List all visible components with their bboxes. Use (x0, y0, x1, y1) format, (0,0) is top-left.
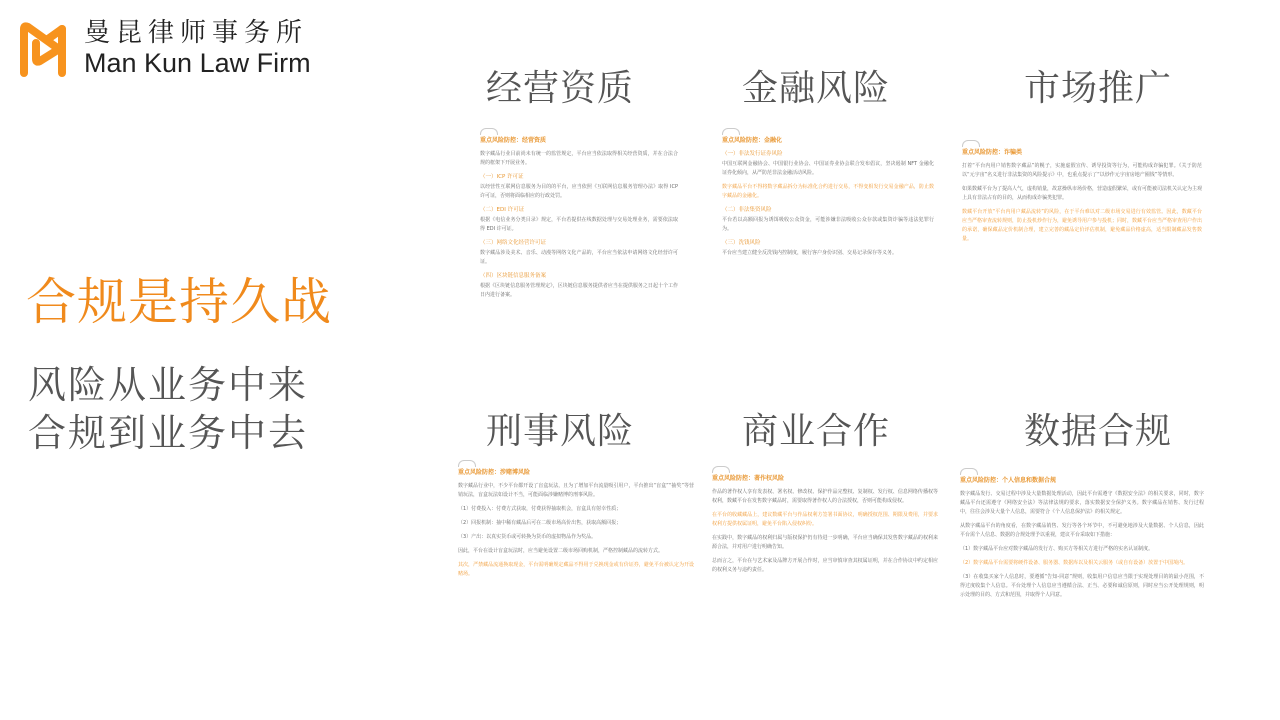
document-thumbnail-marketing: 重点风险防控：诈骗类 打着“平台内用户销售数字藏品”的幌子，实施虚假宣传、诱导投资等行为，可能构成诈骗犯罪。《关于防范以“元宇宙”名义进行非法集资的风险提示》中，也重点提示了“以炒作元宇宙房地产圈钱”等情形。 如果数藏平台为了提高人气，虚构销量，故意操纵市场价格，营造虚假繁荣，或有可能被司法机关认定为主观上具有非法占有的目的，从而构成诈骗类犯罪。 数藏平台开放“平台内用户藏品流转”的风险，在于平台难以对二级市场交易进行有效监管。因此，数藏平台应当严格审查流转规则，防止投机炒作行为，避免诱导用户参与投机；同时，数藏平台应当严格审查用户作出的承诺，确保藏品定价机制合理，建立完善的藏品定价评估机制，避免藏品价格虚高，适当限制藏品发售数量。 (962, 140, 1202, 249)
category-title-business-cooperation: 商业合作 (742, 411, 891, 452)
category-title-data-compliance: 数据合规 (1024, 411, 1173, 452)
slogan-line-1: 风险从业务中来 (28, 363, 309, 407)
cloud-decoration-icon (712, 466, 730, 473)
cloud-decoration-icon (962, 140, 980, 147)
category-title-business-qualification: 经营资质 (486, 68, 635, 109)
brand-logo (18, 20, 311, 77)
document-thumbnail-business-cooperation: 重点风险防控：著作权风险 作品的著作权人享有发表权、署名权、修改权、保护作品完整权、复制权、发行权、信息网络传播权等权利，数藏平台在发售数字藏品时，需要取得著作权人的合法授权，否则可能构成侵权。 在平台的收藏藏品上，建议数藏平台与作品权利方签署书面协议，明确授权范围、期限及费用，并要求权利方提供权属证明，避免平台陷入侵权纠纷。 在实践中，数字藏品的权利归属与版权保护仍有待进一步明确，平台应当确保其发售数字藏品的权利来源合法，并对用户进行明确告知。 总而言之，平台在与艺术家及品牌方开展合作时，应当审慎审查其权属证明，并在合作协议中约定相应的权利义务与违约责任。 (712, 466, 938, 580)
category-title-marketing: 市场推广 (1024, 68, 1173, 109)
cloud-decoration-icon (458, 460, 476, 467)
document-thumbnail-business-qualification: 重点风险防控：经营资质 数字藏品行业目前尚未有统一的监管规定，平台应当依法取得相关经营资质，并在合法合规的框架下开展业务。 （一）ICP 许可证 以经营性互联网信息服务为目的的平台，应当依照《互联网信息服务管理办法》取得 ICP 许可证，否则将面临相应的行政处罚。 （二）EDI 许可证 根据《电信业务分类目录》规定，平台若提供在线数据处理与交易处理业务，需要依法取得 EDI 许可证。 （三）网络文化经营许可证 数字藏品涉及美术、音乐、动漫等网络文化产品的，平台应当依法申请网络文化经营许可证。 （四）区块链信息服务备案 根据《区块链信息服务管理规定》，区块链信息服务提供者应当在提供服务之日起十个工作日内进行备案。 (480, 128, 678, 305)
brand-name-cn: 曼昆律师事务所 (84, 18, 309, 48)
document-thumbnail-financial-risk: 重点风险防控：金融化 （一）非法发行证券风险 中国互联网金融协会、中国银行业协会、中国证券业协会联合发布倡议，坚决遏制 NFT 金融化证券化倾向，从严防范非法金融活动风险。 数字藏品平台不得将数字藏品拆分为标准化合约进行交易，不得变相发行交易金融产品，防止数字藏品的金融化。 （二）非法集资风险 平台若以高额回报为诱饵吸收公众资金，可能涉嫌非法吸收公众存款或集资诈骗等违法犯罪行为。 （三）洗钱风险 平台应当建立健全反洗钱内控制度，履行客户身份识别、交易记录保存等义务。 (722, 128, 934, 263)
cloud-decoration-icon (480, 128, 498, 135)
slogan-line-2: 合规到业务中去 (28, 411, 309, 455)
mankun-m-logo-icon (18, 21, 68, 77)
brand-name-en: Man Kun Law Firm (84, 48, 311, 78)
document-thumbnail-criminal-risk: 重点风险防控：涉赌博风险 数字藏品行业中，不少平台都开设了盲盒玩法，且为了增加平台流量吸引用户，平台推出“盲盒”“抽奖”等营销玩法，盲盒玩法如设计不当，可能面临涉嫌赌博的刑事风险。 （1）付费投入：付费方式获取，付费获得抽取机会，盲盒具有射幸性质； （2）回报机制：抽中稀有藏品后可在二级市场高价出售，获取高额回报； （3）产出：以真实货币或可转换为货币的虚拟物品作为奖品。 因此，平台在设计盲盒玩法时，应当避免设置二级市场回购机制，严格控制藏品的流转方式。 其次，严禁藏品流通换取现金，平台需明确规定藏品不得用于兑换现金或有价证券，避免平台被认定为开设赌场。 (458, 460, 694, 584)
cloud-decoration-icon (722, 128, 740, 135)
cloud-decoration-icon (960, 468, 978, 475)
slogan-main: 合规是持久战 (26, 273, 332, 331)
category-title-financial-risk: 金融风险 (742, 68, 891, 109)
document-thumbnail-data-compliance: 重点风险防控：个人信息和数据合规 数字藏品发行、交易过程中涉及大量数据处理活动，因此平台需遵守《数据安全法》的相关要求，同时，数字藏品平台还需遵守《网络安全法》等法律法规的要求，落实数据安全保护义务。数字藏品在销售、发行过程中，往往会涉及大量个人信息，需要符合《个人信息保护法》的相关规定。 从数字藏品平台的角度看，在数字藏品销售、发行等各个环节中，不可避免地涉及大量数据、个人信息，因此平台需个人信息、数据的合规处理予以重视，建议平台采取如下措施： （1）数字藏品平台应对数字藏品的发行方、购买方等相关方进行严格的实名认证制度。 （2）数字藏品平台需要将硬件设备、服务器、数据库以及相关云服务（或自有设备）放置于中国境内。 （3）在收集买家个人信息时，要遵循“告知-同意”规则，收集用户信息应当限于实现处理目的的最小范围，不得过度收集个人信息。平台处理个人信息应当遵循合法、正当、必要和诚信原则，同时应当公开处理规则，明示处理的目的、方式和范围，并取得个人同意。 (960, 468, 1204, 605)
category-title-criminal-risk: 刑事风险 (486, 411, 635, 452)
